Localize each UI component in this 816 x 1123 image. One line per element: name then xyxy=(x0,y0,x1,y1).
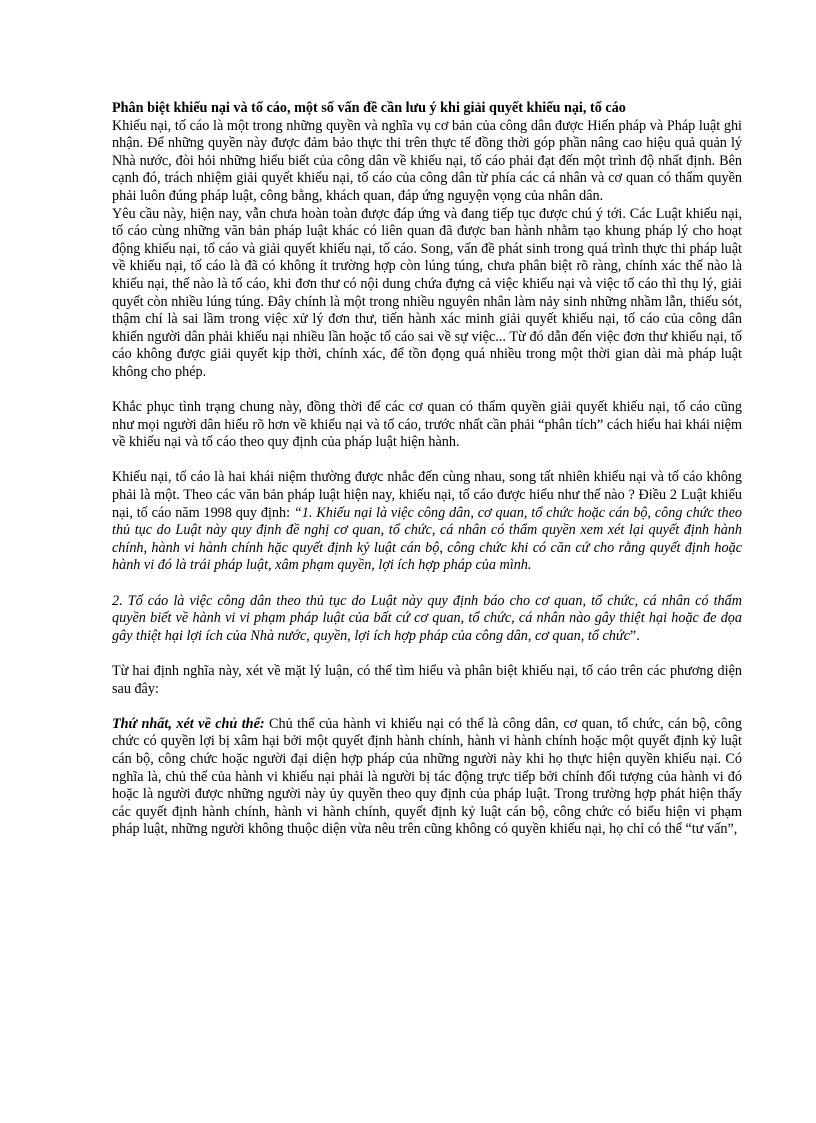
paragraph-definitions xyxy=(112,469,742,575)
definition-denunciation: 2. Tố cáo là việc công dân theo thủ tục do Luật này quy định báo cho cơ quan, tổ chức, cá nhân có thẩm quyền biết về hành vi vi phạm pháp luật của bất cứ cơ quan, tổ chức, cá nhân nào gây thiệt hại hoặc đe dọa gây thiệt hại lợi ích của Nhà nước, quyền, lợi ích hợp pháp của công dân, cơ quan, tổ chức xyxy=(112,592,742,644)
definition-complaint: “1. Khiếu nại là việc công dân, cơ quan, tổ chức hoặc cán bộ, công chức theo thủ tục do Luật này quy định đề nghị cơ quan, tổ chức, cá nhân có thẩm quyền xem xét lại quyết định hành chính, hành vi hành chính hặc quyết định kỷ luật cán bộ, công chức khi có căn cứ cho rằng quyết định hoặc hành vi đó là trái pháp luật, xâm phạm quyền, lợi ích hợp pháp của mình. xyxy=(112,504,742,574)
paragraph-denunciation xyxy=(112,593,742,646)
definitions-lead-text: Khiếu nại, tố cáo là hai khái niệm thường được nhắc đến cùng nhau, song tất nhiên khiếu nại và tố cáo không phải là một. Theo các văn bản pháp luật hiện nay, khiếu nại, tố cáo được hiểu như thế nào ? Điều 2 Luật khiếu nại, tố cáo năm 1998 quy định: xyxy=(112,469,742,521)
paragraph-requirements: Yêu cầu này, hiện nay, vẫn chưa hoàn toàn được đáp ứng và đang tiếp tục được chú ý tới. Các Luật khiếu nại, tố cáo cùng những văn bản pháp luật khác có liên quan đã được ban hành nhằm tạo khung pháp lý cho hoạt động khiếu nại, tố cáo và giải quyết khiếu nại, tố cáo. Song, vấn đề phát sinh trong quá trình thực thi pháp luật về khiếu nại, tố cáo là đã có không ít trường hợp còn lúng túng, chưa phân biệt rõ ràng, chính xác thế nào là khiếu nại, thế nào là tố cáo, khi đơn thư có nội dung chứa đựng cả việc khiếu nại và việc tố cáo thì thụ lý, giải quyết còn nhiều lúng túng. Đây chính là một trong nhiều nguyên nhân làm nảy sinh những nhầm lẫn, thiếu sót, thậm chí là sai lầm trong việc xử lý đơn thư, tiến hành xác minh giải quyết khiếu nại, tố cáo của công dân khiến người dân phải khiếu nại nhiều lần hoặc tố cáo sai về sự việc... Từ đó dẫn đến việc đơn thư khiếu nại, tố cáo không được giải quyết kịp thời, chính xác, để tồn đọng quá nhiều trong một thời gian dài mà pháp luật không cho phép. xyxy=(112,205,742,380)
paragraph-remedy: Khắc phục tình trạng chung này, đồng thời để các cơ quan có thẩm quyền giải quyết khiếu nại, tố cáo cũng như mọi người dân hiểu rõ hơn về khiếu nại và tố cáo, trước nhất cần phải “phân tích” cách hiểu hai khái niệm về khiếu nại và tố cáo theo quy định của pháp luật hiện hành. xyxy=(112,399,742,451)
document-page xyxy=(112,100,742,839)
subject-body: Chủ thể của hành vi khiếu nại có thể là công dân, cơ quan, tổ chức, cán bộ, công chức có quyền lợi bị xâm hại bởi một quyết định hành chính, hành vi hành chính hoặc một quyết định kỷ luật cán bộ, công chức hoặc người đại diện hợp pháp của những người này khi họ thực hiện quyền khiếu nại. Có nghĩa là, chủ thể của hành vi khiếu nại phải là người bị tác động trực tiếp bởi chính đối tượng của hành vi đó hoặc là người được những người này ủy quyền theo quy định của pháp luật. Trong trường hợp phát hiện thấy các quyết định hành chính, hành vi hành chính, quyết định kỷ luật cán bộ, công chức có biểu hiện vi phạm pháp luật, những người không thuộc diện vừa nêu trên cũng không có quyền khiếu nại, họ chỉ có thể “tư vấn”, xyxy=(112,715,742,838)
definition-closing-quote: ”. xyxy=(629,627,640,644)
paragraph-aspects: Từ hai định nghĩa này, xét về mặt lý luận, có thể tìm hiểu và phân biệt khiếu nại, tố cáo trên các phương diện sau đây: xyxy=(112,663,742,697)
document-title: Phân biệt khiếu nại và tố cáo, một số vấn đề cần lưu ý khi giải quyết khiếu nại, tố cáo xyxy=(112,100,626,116)
subject-heading: Thứ nhất, xét về chủ thể: xyxy=(112,715,265,732)
paragraph-intro: Khiếu nại, tố cáo là một trong những quyền và nghĩa vụ cơ bản của công dân được Hiến pháp và Pháp luật ghi nhận. Để những quyền này được đảm bảo thực thi trên thực tế đồng thời góp phần nâng cao hiệu quả quản lý Nhà nước, đòi hỏi những hiểu biết của công dân về khiếu nại, tố cáo phải đạt đến một trình độ nhất định. Bên cạnh đó, trách nhiệm giải quyết khiếu nại, tố cáo của công dân từ phía các cá nhân và cơ quan có thẩm quyền phải luôn đúng pháp luật, công bằng, khách quan, đáp ứng nguyện vọng của nhân dân. xyxy=(112,117,742,204)
paragraph-subject xyxy=(112,716,742,839)
